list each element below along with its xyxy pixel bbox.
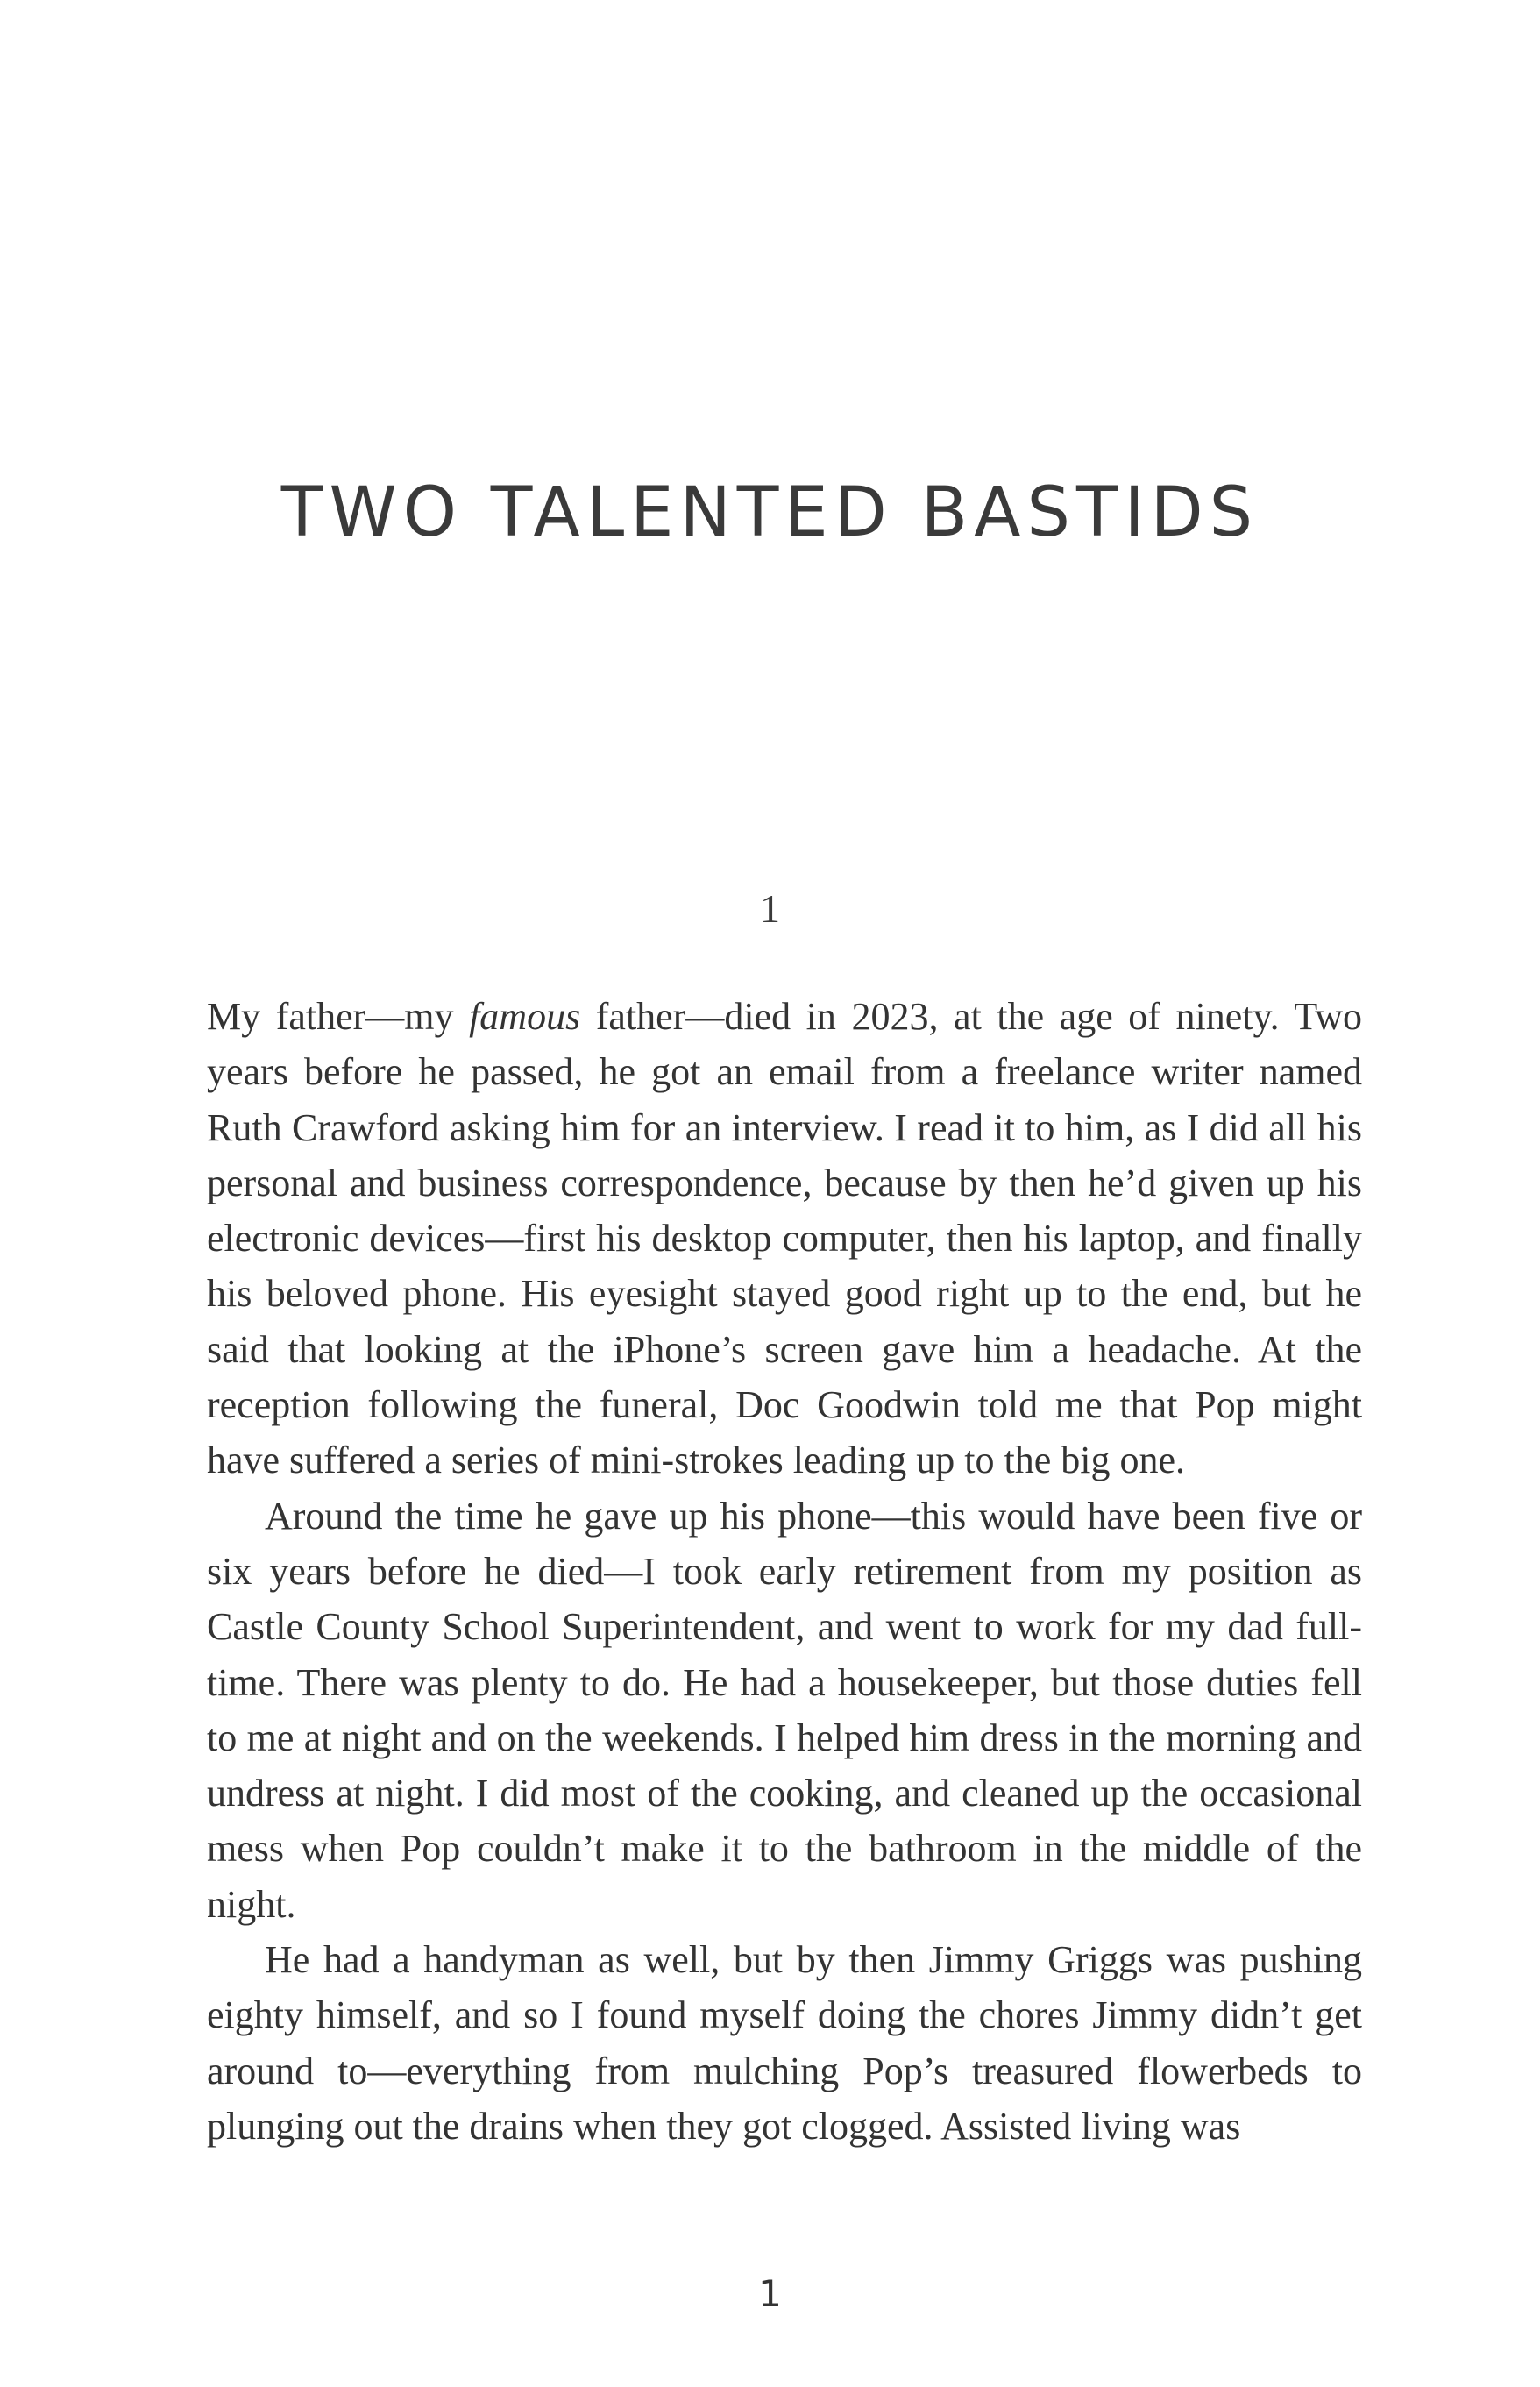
chapter-title: TWO TALENTED BASTIDS	[280, 473, 1260, 552]
paragraph-1	[207, 989, 1362, 1488]
paragraph-3: He had a handyman as well, but by then Jimmy Griggs was pushing eighty himself, and so I found myself doing the chores Jimmy didn’t get around to—everything from mulching Pop’s treasured flowerbeds to plunging out the drains when they got clogged. Assisted living was	[207, 1938, 1362, 2148]
paragraph-2: Around the time he gave up his phone—this would have been five or six years before he died—I took early retirement from my position as Castle County School Superintendent, and went to work for my dad full-time. There was plenty to do. He had a housekeeper, but those duties fell to me at night and on the weekends. I helped him dress in the morning and undress at night. I did most of the cooking, and cleaned up the occasional mess when Pop couldn’t make it to the bathroom in the middle of the night.	[207, 1494, 1362, 1926]
paragraph-1-start: My father—my	[207, 995, 470, 1038]
section-number: 1	[760, 886, 780, 931]
paragraph-1-italic: famous	[469, 995, 581, 1038]
body-text	[207, 989, 1362, 2154]
paragraph-1-rest: father—died in 2023, at the age of ninety. Two years before he passed, he got an email from a freelance writer named Ruth Crawford asking him for an interview. I read it to him, as I did all his personal and business correspondence, because by then he’d given up his electronic devices—first his desktop computer, then his laptop, and finally his beloved phone. His eyesight stayed good right up to the end, but he said that looking at the iPhone’s screen gave him a headache. At the reception following the funeral, Doc Goodwin told me that Pop might have suffered a series of mini-strokes leading up to the big one.	[207, 995, 1362, 1482]
page-number: 1	[758, 2272, 782, 2315]
